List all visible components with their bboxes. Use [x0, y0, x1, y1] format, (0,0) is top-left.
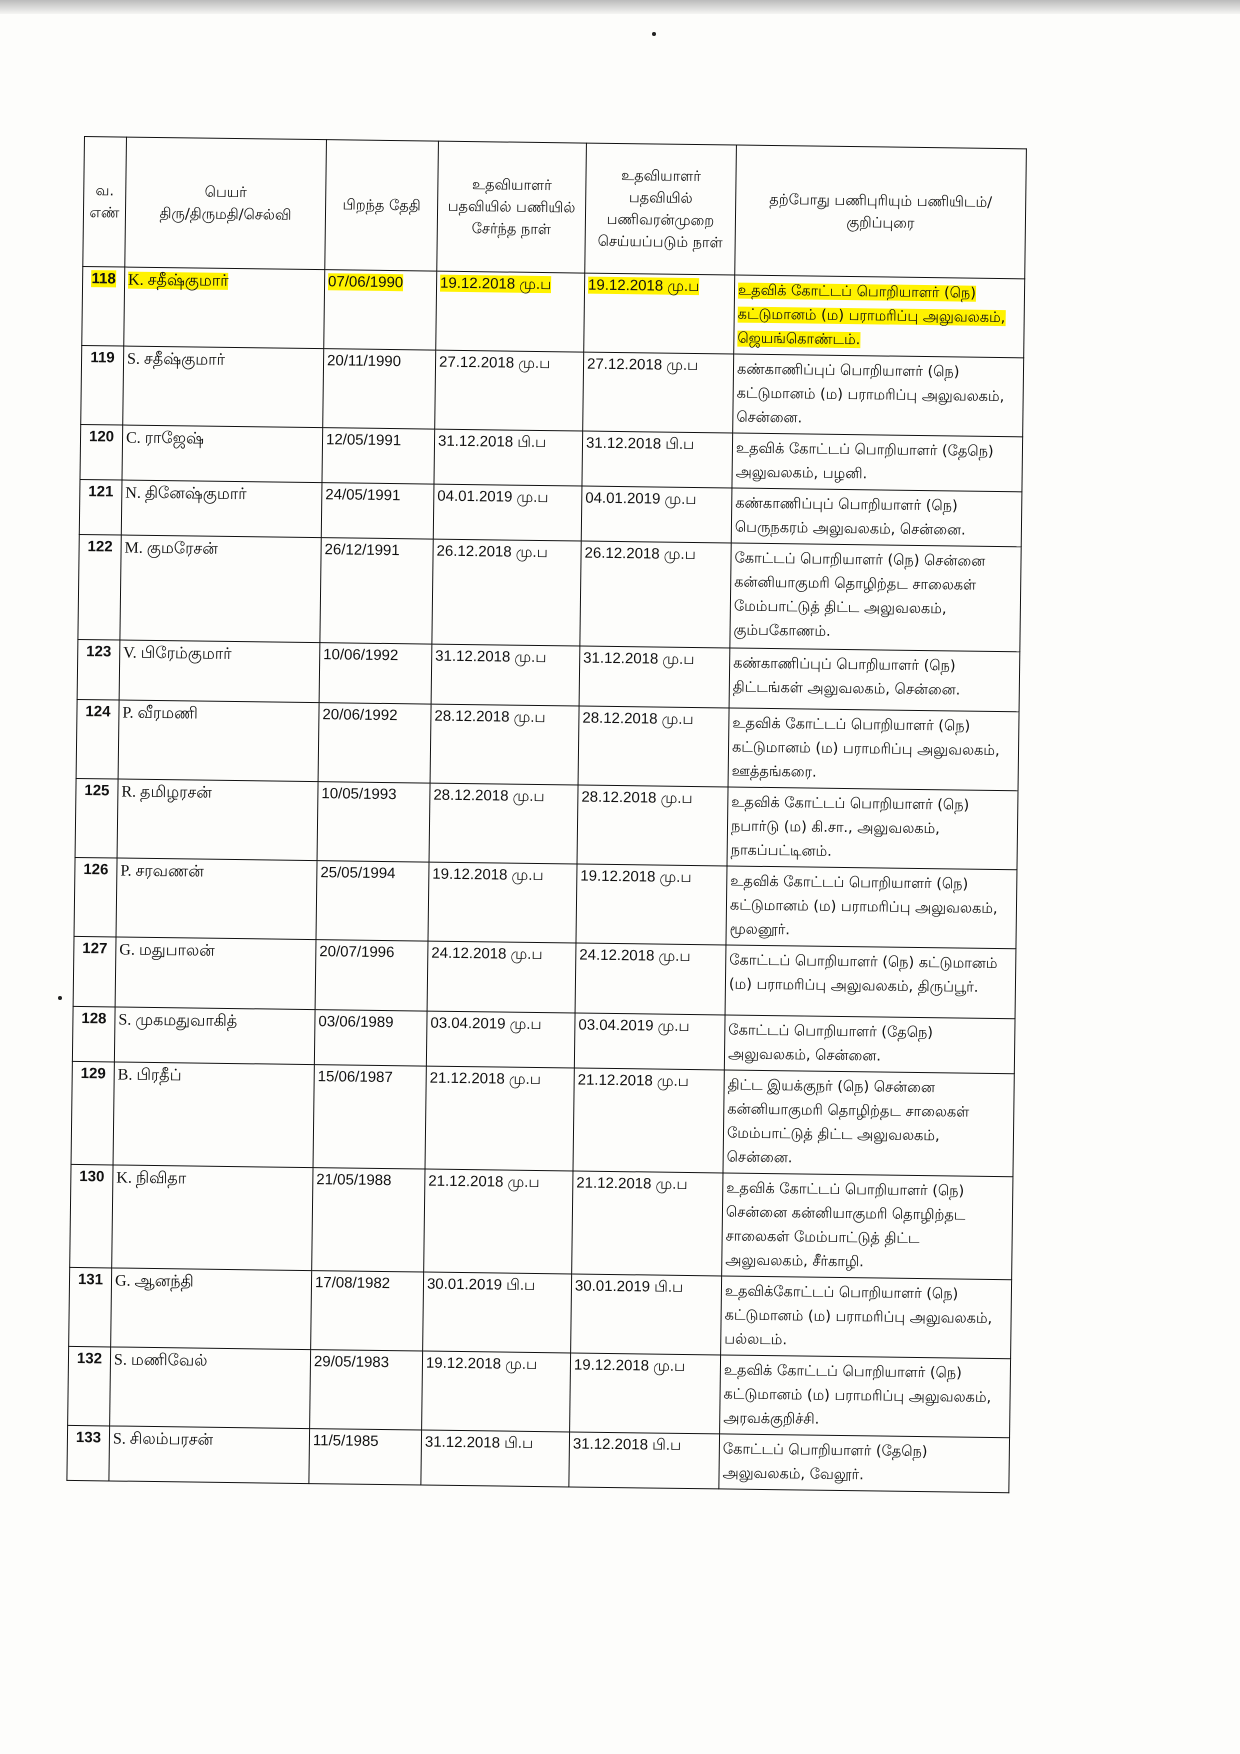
- regularisation-date: 27.12.2018 மு.ப: [586, 355, 699, 375]
- posting-remarks-cell: [724, 1015, 1015, 1074]
- joining-date-cell: [428, 862, 577, 943]
- posting-remarks-cell: [730, 543, 1021, 652]
- employee-name-cell: [121, 480, 322, 538]
- posting-remarks: கோட்டப் பொறியாளர் (தேநெ) அலுவலகம், சென்னை.: [727, 1022, 934, 1065]
- posting-remarks-cell: [725, 945, 1016, 1019]
- employee-name: B. பிரதீப்: [117, 1066, 182, 1085]
- row-number: 123: [86, 643, 112, 661]
- posting-remarks-cell: [723, 1070, 1014, 1177]
- employee-name: G. மதுபாலன்: [119, 941, 215, 960]
- joining-date-cell: [423, 1272, 572, 1353]
- row-number-cell: [71, 1061, 114, 1165]
- row-number: 125: [84, 782, 110, 800]
- posting-remarks: உதவிக் கோட்டப் பொறியாளர் (தேநெ) அலுவலகம், பழனி.: [735, 440, 994, 483]
- table-row: [82, 266, 1025, 357]
- regularisation-date: 19.12.2018 மு.ப: [587, 276, 700, 296]
- posting-remarks-cell: [728, 708, 1019, 791]
- joining-date: 28.12.2018 மு.ப: [434, 707, 546, 727]
- table-row: [70, 1164, 1013, 1279]
- employee-name: S. மணிவேல்: [113, 1351, 208, 1370]
- posting-remarks: கோட்டப் பொறியாளர் (நெ) சென்னை கன்னியாகுமரி தொழிற்தட சாலைகள் மேம்பாட்டுத் திட்ட அலுவலகம், கும்பகோணம்.: [733, 550, 986, 640]
- posting-remarks: கோட்டப் பொறியாளர் (தேநெ) அலுவலகம், வேலூர்.: [722, 1441, 928, 1484]
- row-number-cell: [76, 699, 119, 779]
- posting-remarks: கண்காணிப்புப் பொறியாளர் (நெ) பெருநகரம் அலுவலகம், சென்னை.: [734, 495, 966, 539]
- joining-date-cell: [435, 350, 584, 431]
- table-row: [68, 1346, 1011, 1437]
- regularisation-date: 21.12.2018 மு.ப: [577, 1071, 690, 1090]
- birth-date: 26/12/1991: [324, 541, 400, 560]
- row-number: 126: [83, 861, 109, 879]
- regularisation-date: 30.01.2019 பி.ப: [574, 1277, 684, 1296]
- regularisation-date-cell: [572, 1171, 723, 1276]
- posting-remarks-cell: [734, 275, 1025, 358]
- joining-date-cell: [430, 704, 579, 785]
- posting-remarks: உதவிக் கோட்டப் பொறியாளர் (நெ) கட்டுமானம் (ம) பராமரிப்பு அலுவலகம், மூலனூர்.: [729, 873, 998, 939]
- employee-name-cell: [122, 425, 323, 483]
- header-dob: பிறந்த தேதி: [325, 140, 439, 271]
- employee-name-cell: [124, 267, 325, 349]
- birth-date-cell: [309, 1429, 422, 1485]
- birth-date: 29/05/1983: [313, 1353, 390, 1372]
- joining-date: 31.12.2018 பி.ப: [437, 432, 547, 452]
- regularisation-date: 04.01.2019 மு.ப: [585, 489, 697, 509]
- scan-speck: [58, 996, 62, 1000]
- table-row: [76, 699, 1019, 790]
- row-number: 132: [76, 1350, 103, 1368]
- birth-date-cell: [318, 703, 431, 783]
- row-number-cell: [75, 778, 118, 858]
- employee-name: P. வீரமணி: [122, 704, 198, 723]
- header-remarks: தற்போது பணிபுரியும் பணியிடம்/ குறிப்புரை: [735, 145, 1027, 279]
- scan-edge: [0, 0, 1240, 14]
- joining-date: 31.12.2018 பி.ப: [424, 1433, 534, 1452]
- birth-date: 20/07/1996: [319, 943, 395, 962]
- joining-date-cell: [433, 484, 582, 541]
- birth-date: 24/05/1991: [325, 486, 401, 505]
- birth-date-cell: [311, 1271, 424, 1351]
- employee-name: G. ஆனந்தி: [114, 1272, 194, 1291]
- row-number: 130: [79, 1168, 105, 1186]
- employee-name-cell: [120, 535, 321, 643]
- employee-name-cell: [113, 1062, 314, 1168]
- birth-date-cell: [313, 1065, 426, 1169]
- joining-date: 04.01.2019 மு.ப: [437, 487, 549, 507]
- joining-date-cell: [421, 1430, 570, 1487]
- table-row: [67, 1425, 1010, 1492]
- employee-name-cell: [112, 1165, 313, 1271]
- joining-date: 24.12.2018 மு.ப: [431, 944, 543, 964]
- row-number-cell: [68, 1346, 111, 1426]
- joining-date-cell: [424, 1169, 573, 1274]
- row-number: 120: [88, 428, 115, 446]
- joining-date: 30.01.2019 பி.ப: [426, 1275, 536, 1295]
- employee-name-cell: [119, 640, 320, 703]
- regularisation-date: 28.12.2018 மு.ப: [581, 788, 693, 808]
- row-number: 122: [87, 538, 113, 556]
- joining-date: 21.12.2018 மு.ப: [429, 1069, 542, 1089]
- table-row: [78, 534, 1021, 651]
- posting-remarks: உதவிக் கோட்டப் பொறியாளர் (நெ) நபார்டு (ம) கி.சா., அலுவலகம், நாகப்பட்டினம்.: [730, 794, 970, 860]
- birth-date: 20/06/1992: [322, 706, 398, 725]
- row-number-cell: [70, 1164, 113, 1268]
- birth-date-cell: [315, 940, 428, 1011]
- birth-date: 10/05/1993: [321, 785, 397, 804]
- regularisation-date-cell: [580, 541, 731, 648]
- posting-remarks: உதவிக்கோட்டப் பொறியாளர் (நெ) கட்டுமானம் (ம) பராமரிப்பு அலுவலகம், பல்லடம்.: [724, 1283, 993, 1349]
- joining-date-cell: [432, 539, 581, 646]
- header-sno: வ. எண்: [83, 137, 127, 268]
- joining-date-cell: [434, 429, 583, 486]
- regularisation-date: 31.12.2018 பி.ப: [585, 434, 695, 454]
- regularisation-date-cell: [577, 785, 728, 866]
- birth-date: 17/08/1982: [314, 1274, 391, 1293]
- posting-remarks: திட்ட இயக்குநர் (நெ) சென்னை கன்னியாகுமரி தொழிற்தட சாலைகள் மேம்பாட்டுத் திட்ட அலுவலகம், சென்னை.: [726, 1077, 970, 1167]
- employee-name-cell: [123, 346, 324, 428]
- row-number-cell: [81, 345, 124, 425]
- joining-date: 19.12.2018 மு.ப: [425, 1354, 538, 1374]
- joining-date: 31.12.2018 மு.ப: [435, 647, 547, 667]
- posting-remarks-cell: [726, 866, 1017, 949]
- regularisation-date: 28.12.2018 மு.ப: [582, 709, 694, 729]
- joining-date-cell: [427, 941, 576, 1013]
- posting-remarks-cell: [722, 1173, 1013, 1280]
- employee-name: R. தமிழரசன்: [121, 783, 212, 802]
- birth-date-cell: [314, 1010, 427, 1066]
- birth-date: 11/5/1985: [312, 1432, 379, 1450]
- birth-date: 15/06/1987: [317, 1068, 393, 1087]
- row-number-cell: [80, 424, 123, 480]
- regularisation-date-cell: [583, 352, 734, 433]
- header-row: [83, 137, 1027, 279]
- header-name: பெயர் திரு/திருமதி/செல்வி: [125, 137, 327, 270]
- posting-remarks-cell: [731, 488, 1022, 547]
- employee-name: S. சிலம்பரசன்: [112, 1430, 214, 1449]
- row-number-cell: [78, 534, 121, 640]
- regularisation-date: 19.12.2018 மு.ப: [580, 867, 692, 887]
- header-regularised: உதவியாளர் பதவியில் பணிவரன்முறை செய்யப்படும் நாள்: [585, 143, 737, 275]
- table-row: [71, 1061, 1014, 1176]
- employee-name-cell: [109, 1426, 310, 1484]
- regularisation-date-cell: [573, 1068, 724, 1173]
- posting-remarks-cell: [721, 1276, 1012, 1359]
- employee-name-cell: [117, 779, 318, 861]
- posting-remarks: உதவிக் கோட்டப் பொறியாளர் (நெ) கட்டுமானம் (ம) பராமரிப்பு அலுவலகம், ஊத்தங்கரை.: [731, 715, 1000, 781]
- regularisation-date-cell: [576, 864, 727, 945]
- joining-date: 26.12.2018 மு.ப: [436, 542, 548, 562]
- regularisation-date: 24.12.2018 மு.ப: [579, 946, 691, 966]
- row-number: 121: [88, 483, 114, 501]
- birth-date-cell: [312, 1168, 425, 1272]
- regularisation-date-cell: [575, 943, 726, 1015]
- header-joined: உதவியாளர் பதவியில் பணியில் சேர்ந்த நாள்: [437, 141, 587, 273]
- employee-name: C. ராஜேஷ்: [125, 429, 205, 448]
- employee-name-cell: [111, 1268, 312, 1350]
- birth-date: 07/06/1990: [328, 273, 404, 292]
- row-number: 119: [90, 349, 115, 367]
- regularisation-date: 19.12.2018 மு.ப: [573, 1356, 686, 1375]
- joining-date: 03.04.2019 மு.ப: [430, 1014, 542, 1034]
- regularisation-date-cell: [570, 1353, 721, 1434]
- row-number: 118: [91, 270, 116, 288]
- employee-name: V. பிரேம்குமார்: [123, 644, 232, 663]
- regularisation-date: 31.12.2018 பி.ப: [572, 1435, 682, 1454]
- posting-remarks: உதவிக் கோட்டப் பொறியாளர் (நெ) சென்னை கன்னியாகுமரி தொழிற்தட சாலைகள் மேம்பாட்டுத் திட்ட அலுவலகம், சீர்காழி.: [725, 1180, 966, 1271]
- regularisation-date-cell: [582, 431, 733, 488]
- row-number: 124: [85, 703, 111, 721]
- posting-remarks: கோட்டப் பொறியாளர் (நெ) கட்டுமானம் (ம) பராமரிப்பு அலுவலகம், திருப்பூர்.: [728, 952, 998, 996]
- employee-name-cell: [118, 700, 319, 782]
- scan-speck: [652, 32, 656, 36]
- posting-remarks: உதவிக் கோட்டப் பொறியாளர் (நெ) கட்டுமானம் (ம) பராமரிப்பு அலுவலகம், அரவக்குறிச்சி.: [723, 1362, 992, 1428]
- joining-date-cell: [431, 644, 580, 706]
- employee-name: N. தினேஷ்குமார்: [125, 484, 247, 504]
- birth-date-cell: [324, 270, 437, 350]
- posting-remarks: கண்காணிப்புப் பொறியாளர் (நெ) கட்டுமானம் (ம) பராமரிப்பு அலுவலகம், சென்னை.: [736, 361, 1005, 427]
- employee-name: P. சரவணன்: [120, 862, 204, 881]
- birth-date-cell: [323, 349, 436, 429]
- posting-remarks: கண்காணிப்புப் பொறியாளர் (நெ) திட்டங்கள் அலுவலகம், சென்னை.: [732, 655, 961, 699]
- joining-date-cell: [426, 1011, 575, 1068]
- birth-date-cell: [316, 861, 429, 941]
- posting-remarks-cell: [733, 354, 1024, 437]
- joining-date-cell: [436, 271, 585, 352]
- regularisation-date: 03.04.2019 மு.ப: [578, 1016, 690, 1036]
- employee-name-cell: [114, 1007, 315, 1065]
- regularisation-date-cell: [569, 1432, 720, 1489]
- employee-name: S. சதீஷ்குமார்: [126, 350, 225, 369]
- birth-date-cell: [320, 538, 433, 644]
- joining-date: 19.12.2018 மு.ப: [439, 274, 552, 294]
- table-row: [74, 857, 1017, 948]
- employee-name-cell: [116, 858, 317, 940]
- employee-name-cell: [110, 1347, 311, 1429]
- row-number-cell: [69, 1267, 112, 1347]
- regularisation-date: 26.12.2018 மு.ப: [584, 544, 696, 564]
- birth-date: 12/05/1991: [325, 431, 402, 450]
- joining-date: 28.12.2018 மு.ப: [433, 786, 545, 806]
- regularisation-date-cell: [584, 273, 735, 354]
- regularisation-date: 31.12.2018 மு.ப: [583, 649, 695, 669]
- regularisation-date-cell: [581, 486, 732, 543]
- posting-remarks-cell: [719, 1434, 1010, 1493]
- regularisation-date-cell: [574, 1013, 725, 1070]
- row-number: 127: [82, 940, 108, 958]
- employee-name: M. குமரேசன்: [124, 539, 218, 558]
- row-number-cell: [79, 479, 122, 535]
- joining-date-cell: [425, 1066, 574, 1171]
- joining-date-cell: [422, 1351, 571, 1432]
- regularisation-date: 21.12.2018 மு.ப: [576, 1174, 688, 1193]
- row-number-cell: [82, 266, 125, 346]
- table-row: [69, 1267, 1012, 1358]
- birth-date: 03/06/1989: [318, 1013, 394, 1032]
- joining-date-cell: [429, 783, 578, 864]
- joining-date: 19.12.2018 மு.ப: [432, 865, 544, 885]
- birth-date-cell: [319, 643, 432, 704]
- employee-name: K. சதீஷ்குமார்: [128, 271, 229, 290]
- birth-date-cell: [317, 782, 430, 862]
- employee-name-cell: [115, 937, 316, 1010]
- row-number: 129: [80, 1065, 106, 1083]
- birth-date: 10/06/1992: [323, 646, 399, 665]
- table-row: [81, 345, 1024, 436]
- row-number-cell: [72, 1006, 115, 1062]
- birth-date: 21/05/1988: [316, 1171, 392, 1190]
- birth-date-cell: [321, 483, 434, 539]
- regularisation-date-cell: [578, 706, 729, 787]
- row-number-cell: [77, 639, 120, 700]
- employee-name: K. நிவிதா: [116, 1169, 187, 1188]
- birth-date-cell: [310, 1350, 423, 1430]
- row-number: 133: [75, 1429, 102, 1447]
- table-row: [75, 778, 1018, 869]
- birth-date: 25/05/1994: [320, 864, 396, 883]
- row-number-cell: [74, 857, 117, 937]
- birth-date-cell: [322, 428, 435, 484]
- posting-remarks-cell: [727, 787, 1018, 870]
- posting-remarks-cell: [729, 648, 1020, 712]
- joining-date: 21.12.2018 மு.ப: [428, 1172, 540, 1192]
- regularisation-date-cell: [579, 646, 730, 708]
- row-number: 128: [81, 1010, 107, 1028]
- posting-remarks-cell: [732, 433, 1023, 492]
- row-number: 131: [77, 1271, 104, 1289]
- row-number-cell: [73, 936, 116, 1007]
- birth-date: 20/11/1990: [326, 352, 402, 371]
- employee-name: S. முகமதுவாகித்: [118, 1011, 238, 1031]
- row-number-cell: [67, 1425, 110, 1481]
- posting-remarks-cell: [720, 1355, 1011, 1438]
- joining-date: 27.12.2018 மு.ப: [438, 353, 551, 373]
- table-row: [73, 936, 1016, 1018]
- staff-table: [66, 136, 1027, 1493]
- regularisation-date-cell: [571, 1274, 722, 1355]
- posting-remarks: உதவிக் கோட்டப் பொறியாளர் (நெ) கட்டுமானம் (ம) பராமரிப்பு அலுவலகம், ஜெயங்கொண்டம்.: [737, 282, 1006, 349]
